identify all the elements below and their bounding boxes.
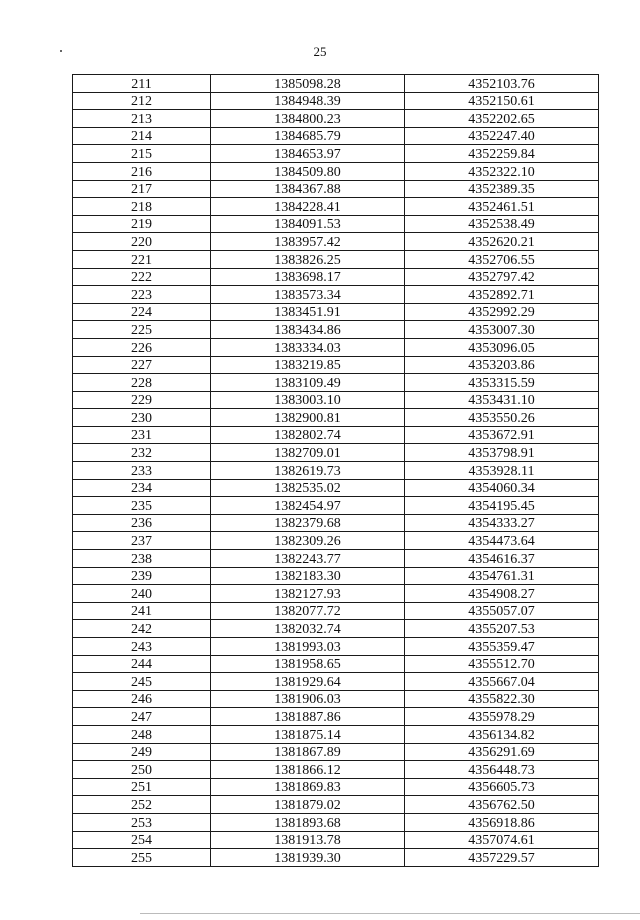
table-row	[73, 479, 599, 497]
table-row	[73, 638, 599, 656]
y-coordinate-cell: 4354616.37	[405, 550, 599, 568]
point-number-cell: 249	[73, 743, 211, 761]
y-coordinate-cell: 4352389.35	[405, 180, 599, 198]
x-coordinate-cell: 1381875.14	[211, 725, 405, 743]
y-coordinate-cell: 4356448.73	[405, 761, 599, 779]
point-number-cell: 213	[73, 110, 211, 128]
x-coordinate-cell: 1383334.03	[211, 338, 405, 356]
x-coordinate-cell: 1381893.68	[211, 813, 405, 831]
x-coordinate-cell: 1382032.74	[211, 620, 405, 638]
table-row	[73, 620, 599, 638]
coordinates-table-body	[73, 75, 599, 867]
table-row	[73, 761, 599, 779]
table-row	[73, 409, 599, 427]
y-coordinate-cell: 4355822.30	[405, 690, 599, 708]
y-coordinate-cell: 4354473.64	[405, 532, 599, 550]
x-coordinate-cell: 1381879.02	[211, 796, 405, 814]
point-number-cell: 245	[73, 673, 211, 691]
x-coordinate-cell: 1381993.03	[211, 638, 405, 656]
table-row	[73, 725, 599, 743]
point-number-cell: 223	[73, 286, 211, 304]
table-row	[73, 567, 599, 585]
table-row	[73, 75, 599, 93]
table-row	[73, 391, 599, 409]
x-coordinate-cell: 1382709.01	[211, 444, 405, 462]
point-number-cell: 255	[73, 849, 211, 867]
y-coordinate-cell: 4352247.40	[405, 127, 599, 145]
point-number-cell: 244	[73, 655, 211, 673]
x-coordinate-cell: 1384685.79	[211, 127, 405, 145]
y-coordinate-cell: 4356605.73	[405, 778, 599, 796]
y-coordinate-cell: 4353550.26	[405, 409, 599, 427]
x-coordinate-cell: 1384653.97	[211, 145, 405, 163]
point-number-cell: 230	[73, 409, 211, 427]
point-number-cell: 242	[73, 620, 211, 638]
y-coordinate-cell: 4355359.47	[405, 638, 599, 656]
y-coordinate-cell: 4355512.70	[405, 655, 599, 673]
x-coordinate-cell: 1381869.83	[211, 778, 405, 796]
table-row	[73, 532, 599, 550]
table-row	[73, 356, 599, 374]
point-number-cell: 234	[73, 479, 211, 497]
x-coordinate-cell: 1383434.86	[211, 321, 405, 339]
y-coordinate-cell: 4352103.76	[405, 75, 599, 93]
y-coordinate-cell: 4357074.61	[405, 831, 599, 849]
y-coordinate-cell: 4352461.51	[405, 198, 599, 216]
table-row	[73, 831, 599, 849]
y-coordinate-cell: 4352620.21	[405, 233, 599, 251]
page-number: 25	[313, 44, 327, 59]
x-coordinate-cell: 1382802.74	[211, 426, 405, 444]
point-number-cell: 252	[73, 796, 211, 814]
x-coordinate-cell: 1381958.65	[211, 655, 405, 673]
y-coordinate-cell: 4355207.53	[405, 620, 599, 638]
x-coordinate-cell: 1382900.81	[211, 409, 405, 427]
x-coordinate-cell: 1382243.77	[211, 550, 405, 568]
y-coordinate-cell: 4353315.59	[405, 374, 599, 392]
x-coordinate-cell: 1381939.30	[211, 849, 405, 867]
table-row	[73, 250, 599, 268]
table-row	[73, 849, 599, 867]
table-row	[73, 444, 599, 462]
x-coordinate-cell: 1382077.72	[211, 602, 405, 620]
x-coordinate-cell: 1382454.97	[211, 497, 405, 515]
y-coordinate-cell: 4352706.55	[405, 250, 599, 268]
y-coordinate-cell: 4354908.27	[405, 585, 599, 603]
y-coordinate-cell: 4352892.71	[405, 286, 599, 304]
table-row	[73, 233, 599, 251]
table-row	[73, 374, 599, 392]
table-row	[73, 110, 599, 128]
y-coordinate-cell: 4356918.86	[405, 813, 599, 831]
x-coordinate-cell: 1381929.64	[211, 673, 405, 691]
table-row	[73, 462, 599, 480]
y-coordinate-cell: 4353007.30	[405, 321, 599, 339]
point-number-cell: 222	[73, 268, 211, 286]
x-coordinate-cell: 1383957.42	[211, 233, 405, 251]
table-row	[73, 338, 599, 356]
x-coordinate-cell: 1381913.78	[211, 831, 405, 849]
point-number-cell: 237	[73, 532, 211, 550]
x-coordinate-cell: 1382379.68	[211, 514, 405, 532]
x-coordinate-cell: 1383451.91	[211, 303, 405, 321]
point-number-cell: 215	[73, 145, 211, 163]
y-coordinate-cell: 4352202.65	[405, 110, 599, 128]
point-number-cell: 228	[73, 374, 211, 392]
y-coordinate-cell: 4352150.61	[405, 92, 599, 110]
x-coordinate-cell: 1384948.39	[211, 92, 405, 110]
y-coordinate-cell: 4352259.84	[405, 145, 599, 163]
y-coordinate-cell: 4353928.11	[405, 462, 599, 480]
table-row	[73, 321, 599, 339]
x-coordinate-cell: 1381866.12	[211, 761, 405, 779]
table-row	[73, 690, 599, 708]
table-row	[73, 180, 599, 198]
y-coordinate-cell: 4354195.45	[405, 497, 599, 515]
table-row	[73, 127, 599, 145]
x-coordinate-cell: 1385098.28	[211, 75, 405, 93]
table-row	[73, 708, 599, 726]
table-row	[73, 743, 599, 761]
y-coordinate-cell: 4355057.07	[405, 602, 599, 620]
table-row	[73, 497, 599, 515]
x-coordinate-cell: 1384509.80	[211, 162, 405, 180]
x-coordinate-cell: 1382127.93	[211, 585, 405, 603]
table-row	[73, 286, 599, 304]
x-coordinate-cell: 1384367.88	[211, 180, 405, 198]
point-number-cell: 219	[73, 215, 211, 233]
x-coordinate-cell: 1381906.03	[211, 690, 405, 708]
table-row	[73, 585, 599, 603]
x-coordinate-cell: 1383109.49	[211, 374, 405, 392]
y-coordinate-cell: 4354060.34	[405, 479, 599, 497]
table-row	[73, 198, 599, 216]
y-coordinate-cell: 4353096.05	[405, 338, 599, 356]
x-coordinate-cell: 1384800.23	[211, 110, 405, 128]
table-row	[73, 215, 599, 233]
table-row	[73, 550, 599, 568]
table-row	[73, 426, 599, 444]
point-number-cell: 233	[73, 462, 211, 480]
point-number-cell: 246	[73, 690, 211, 708]
x-coordinate-cell: 1381867.89	[211, 743, 405, 761]
point-number-cell: 212	[73, 92, 211, 110]
point-number-cell: 254	[73, 831, 211, 849]
table-row	[73, 514, 599, 532]
table-row	[73, 813, 599, 831]
y-coordinate-cell: 4356291.69	[405, 743, 599, 761]
point-number-cell: 239	[73, 567, 211, 585]
point-number-cell: 248	[73, 725, 211, 743]
y-coordinate-cell: 4353431.10	[405, 391, 599, 409]
y-coordinate-cell: 4353672.91	[405, 426, 599, 444]
y-coordinate-cell: 4353203.86	[405, 356, 599, 374]
x-coordinate-cell: 1384091.53	[211, 215, 405, 233]
table-row	[73, 796, 599, 814]
point-number-cell: 235	[73, 497, 211, 515]
point-number-cell: 240	[73, 585, 211, 603]
bottom-scan-edge	[140, 913, 640, 914]
x-coordinate-cell: 1383219.85	[211, 356, 405, 374]
y-coordinate-cell: 4352992.29	[405, 303, 599, 321]
point-number-cell: 214	[73, 127, 211, 145]
y-coordinate-cell: 4354333.27	[405, 514, 599, 532]
point-number-cell: 226	[73, 338, 211, 356]
y-coordinate-cell: 4353798.91	[405, 444, 599, 462]
point-number-cell: 221	[73, 250, 211, 268]
table-row	[73, 145, 599, 163]
y-coordinate-cell: 4352797.42	[405, 268, 599, 286]
y-coordinate-cell: 4357229.57	[405, 849, 599, 867]
table-row	[73, 303, 599, 321]
point-number-cell: 211	[73, 75, 211, 93]
point-number-cell: 251	[73, 778, 211, 796]
point-number-cell: 229	[73, 391, 211, 409]
table-row	[73, 268, 599, 286]
table-row	[73, 92, 599, 110]
y-coordinate-cell: 4356134.82	[405, 725, 599, 743]
x-coordinate-cell: 1382309.26	[211, 532, 405, 550]
point-number-cell: 220	[73, 233, 211, 251]
x-coordinate-cell: 1382619.73	[211, 462, 405, 480]
point-number-cell: 232	[73, 444, 211, 462]
x-coordinate-cell: 1384228.41	[211, 198, 405, 216]
y-coordinate-cell: 4352322.10	[405, 162, 599, 180]
point-number-cell: 218	[73, 198, 211, 216]
point-number-cell: 217	[73, 180, 211, 198]
point-number-cell: 236	[73, 514, 211, 532]
y-coordinate-cell: 4352538.49	[405, 215, 599, 233]
x-coordinate-cell: 1383003.10	[211, 391, 405, 409]
table-row	[73, 602, 599, 620]
coordinates-table	[72, 74, 599, 867]
point-number-cell: 224	[73, 303, 211, 321]
y-coordinate-cell: 4354761.31	[405, 567, 599, 585]
scan-speck	[60, 50, 62, 52]
y-coordinate-cell: 4356762.50	[405, 796, 599, 814]
x-coordinate-cell: 1383573.34	[211, 286, 405, 304]
point-number-cell: 216	[73, 162, 211, 180]
point-number-cell: 231	[73, 426, 211, 444]
point-number-cell: 241	[73, 602, 211, 620]
table-row	[73, 673, 599, 691]
x-coordinate-cell: 1382535.02	[211, 479, 405, 497]
point-number-cell: 247	[73, 708, 211, 726]
point-number-cell: 253	[73, 813, 211, 831]
table-row	[73, 162, 599, 180]
x-coordinate-cell: 1383826.25	[211, 250, 405, 268]
y-coordinate-cell: 4355978.29	[405, 708, 599, 726]
point-number-cell: 225	[73, 321, 211, 339]
point-number-cell: 227	[73, 356, 211, 374]
table-row	[73, 778, 599, 796]
point-number-cell: 238	[73, 550, 211, 568]
x-coordinate-cell: 1383698.17	[211, 268, 405, 286]
x-coordinate-cell: 1381887.86	[211, 708, 405, 726]
point-number-cell: 243	[73, 638, 211, 656]
table-row	[73, 655, 599, 673]
point-number-cell: 250	[73, 761, 211, 779]
x-coordinate-cell: 1382183.30	[211, 567, 405, 585]
y-coordinate-cell: 4355667.04	[405, 673, 599, 691]
